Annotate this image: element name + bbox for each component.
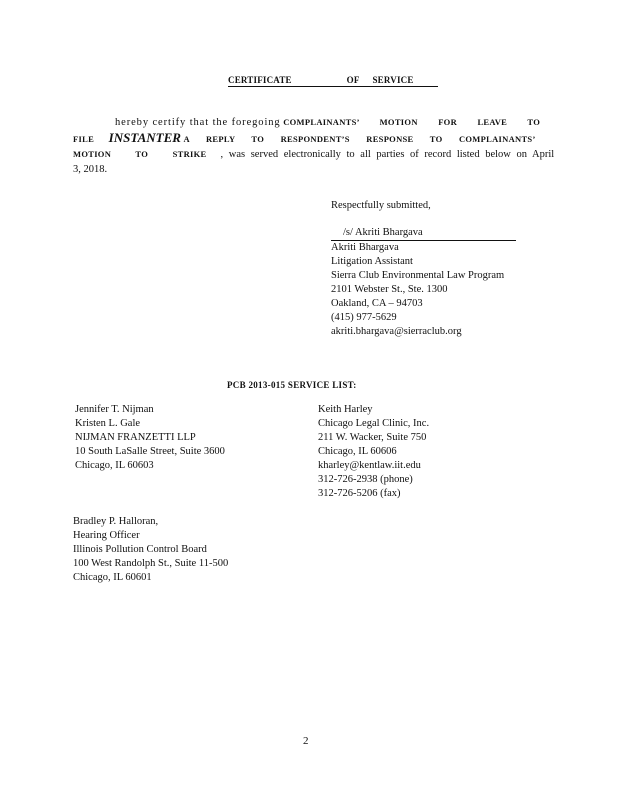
signer-email: akriti.bhargava@sierraclub.org <box>331 326 462 337</box>
address-line: 312-726-5206 (fax) <box>318 488 401 499</box>
motion-title-text: A REPLY TO RESPONDENT’S RESPONSE TO COMPLAINANTS’ <box>183 133 536 144</box>
paragraph-line-2 <box>73 131 543 148</box>
service-address-nijman <box>75 403 225 473</box>
address-line: Bradley P. Halloran, <box>73 516 159 527</box>
signature-closing: Respectfully submitted, <box>331 200 431 211</box>
title-word: CERTIFICATE <box>228 75 292 85</box>
signature-block <box>331 226 516 339</box>
paragraph-line-3 <box>73 147 555 163</box>
address-line: 100 West Randolph St., Suite 11-500 <box>73 558 229 569</box>
address-line: 10 South LaSalle Street, Suite 3600 <box>75 446 225 457</box>
signer-street: 2101 Webster St., Ste. 1300 <box>331 284 448 295</box>
paragraph-line-4: 3, 2018. <box>73 163 108 175</box>
address-line: Chicago Legal Clinic, Inc. <box>318 418 430 429</box>
instanter-text: INSTANTER <box>108 129 181 145</box>
address-line: Keith Harley <box>318 404 373 415</box>
signer-phone: (415) 977-5629 <box>331 312 397 323</box>
service-address-harley <box>318 403 429 501</box>
address-line: Illinois Pollution Control Board <box>73 544 207 555</box>
address-line: Chicago, IL 60606 <box>318 446 397 457</box>
title-word: SERVICE <box>372 75 414 85</box>
signature-line <box>331 226 516 241</box>
address-line: Kristen L. Gale <box>75 418 141 429</box>
paragraph-line-1 <box>73 115 543 131</box>
certificate-title <box>228 75 438 87</box>
signer-organization: Sierra Club Environmental Law Program <box>331 270 505 281</box>
address-line: 211 W. Wacker, Suite 750 <box>318 432 427 443</box>
motion-title-text: MOTION TO STRIKE <box>73 149 207 159</box>
address-line: kharley@kentlaw.iit.edu <box>318 460 421 471</box>
certificate-paragraph <box>73 115 555 177</box>
paragraph-text: , was served electronically to all parties of record listed below on April <box>220 149 555 160</box>
paragraph-text: hereby certify that the foregoing <box>115 117 281 128</box>
address-line: Hearing Officer <box>73 530 140 541</box>
address-line: Jennifer T. Nijman <box>75 404 154 415</box>
address-line: Chicago, IL 60601 <box>73 572 152 583</box>
address-line: 312-726-2938 (phone) <box>318 474 413 485</box>
motion-title-text: COMPLAINANTS’ MOTION FOR LEAVE TO <box>283 117 541 127</box>
service-address-halloran <box>73 515 228 585</box>
motion-title-text: FILE <box>73 133 95 144</box>
signer-role: Litigation Assistant <box>331 256 413 267</box>
signer-city: Oakland, CA – 94703 <box>331 298 423 309</box>
page-number: 2 <box>303 735 309 747</box>
title-word: OF <box>346 75 360 85</box>
address-line: NIJMAN FRANZETTI LLP <box>75 432 196 443</box>
electronic-signature: /s/ Akriti Bhargava <box>343 227 423 238</box>
address-line: Chicago, IL 60603 <box>75 460 154 471</box>
signer-name: Akriti Bhargava <box>331 242 399 253</box>
service-list-title: PCB 2013-015 SERVICE LIST: <box>227 380 357 390</box>
